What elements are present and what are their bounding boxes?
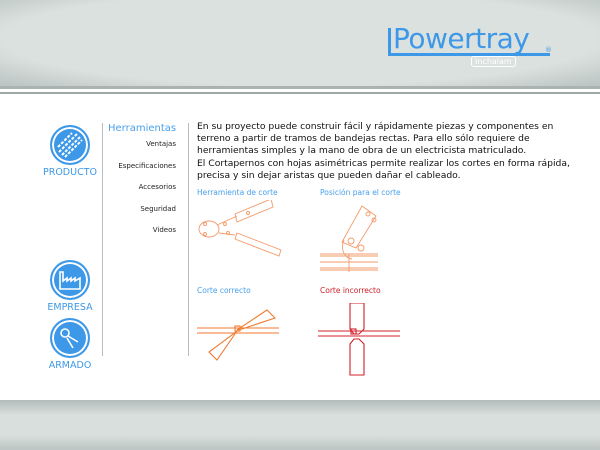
caption-posicion: Posición para el corte [320,188,401,197]
sub-navigation [108,123,176,248]
caption-correcto: Corte correcto [197,286,251,295]
correct-cut-illustration [197,305,289,375]
section-label: EMPRESA [47,302,93,313]
caption-incorrecto: Corte incorrecto [320,286,381,295]
section-label: PRODUCTO [43,167,97,178]
nav-item-ventajas[interactable]: Ventajas [146,140,176,148]
logo-subtitle: Inchalam [471,56,516,67]
divider [102,123,103,356]
cut-position-illustration [318,200,388,272]
nav-title-herramientas[interactable]: Herramientas [108,123,177,134]
divider [188,123,189,356]
section-producto[interactable] [40,125,100,178]
logo-text: Powertray [393,22,530,55]
section-empresa[interactable] [40,260,100,313]
section-armado[interactable] [40,318,100,371]
nav-item-especificaciones[interactable]: Especificaciones [118,161,176,170]
caption-herramienta: Herramienta de corte [197,188,278,197]
powertray-logo[interactable] [388,22,558,68]
tray-icon [50,125,90,165]
section-label: ARMADO [48,360,92,371]
nav-item-accesorios[interactable]: Accesorios [138,183,176,191]
nav-item-seguridad[interactable]: Seguridad [140,204,176,213]
bolt-cutter-illustration [195,200,285,260]
paragraph: En su proyecto puede construir fácil y rápidamente piezas y componentes en terreno a partir de tramos de bandejas rectas. Para ello sólo requiere de herramientas simples y la mano de obra de un electricista matriculado. [197,121,554,157]
nav-item-videos[interactable]: Videos [152,226,176,234]
registered-mark: ® [545,46,552,54]
factory-icon [50,260,90,300]
incorrect-cut-illustration [318,303,410,379]
tool-icon [50,318,90,358]
paragraph: El Cortapernos con hojas asimétricas permite realizar los cortes en forma rápida, precisa y sin dejar aristas que pueden dañar el cableado. [197,157,570,181]
footer [0,400,600,450]
content-text [197,121,577,182]
